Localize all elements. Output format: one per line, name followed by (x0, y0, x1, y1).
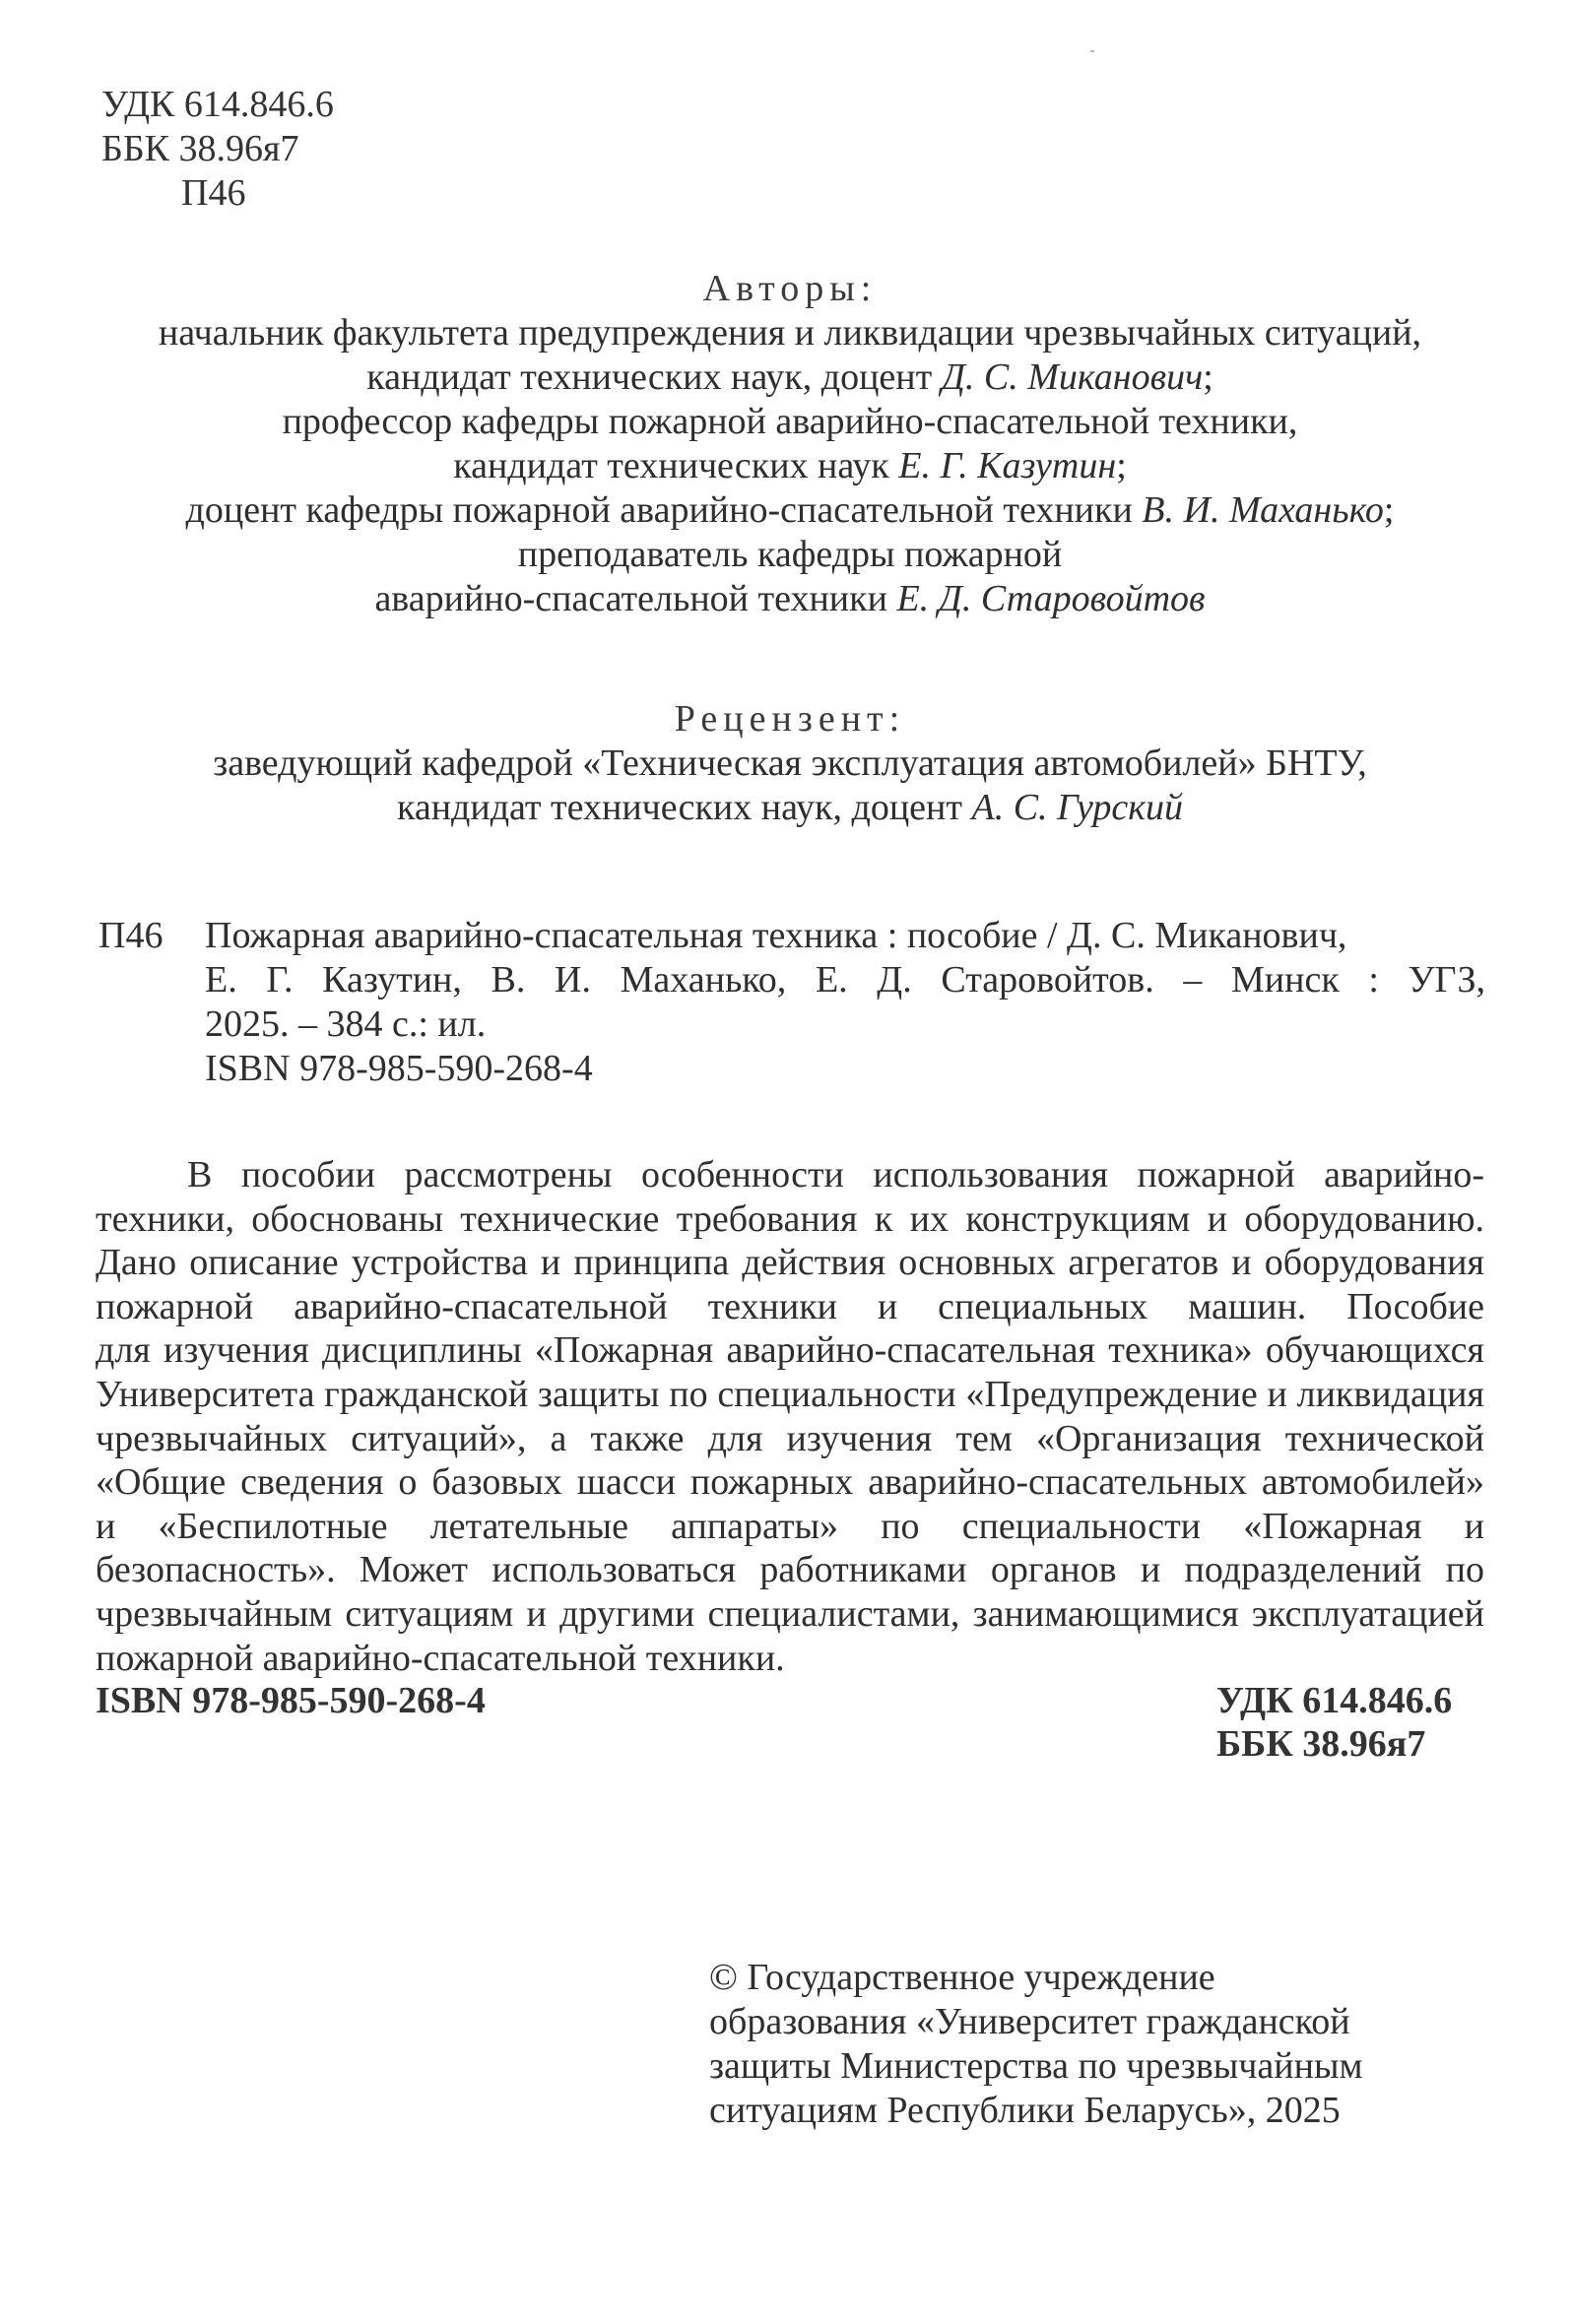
author-line (96, 355, 1484, 400)
author-line-text: доцент кафедры пожарной аварийно-спасательной техники (185, 489, 1143, 531)
authors-block (96, 267, 1484, 621)
abstract-line: чрезвычайных ситуаций», а также для изучения тем «Организация технической (96, 1417, 1484, 1459)
bbk-code-footer: ББК 38.96я7 (1216, 1723, 1426, 1765)
bbk-code: ББК 38.96я7 (101, 128, 299, 169)
udc-code: УДК 614.846.6 (101, 84, 334, 125)
author-line-text: профессор кафедры пожарной аварийно-спасательной техники, (282, 401, 1298, 442)
abstract-line: безопасность». Может использоваться работниками органов и подразделений по (96, 1549, 1484, 1591)
abstract-line: В пособии рассмотрены особенности использования пожарной аварийно- (187, 1154, 1484, 1195)
author-name: Е. Д. Старовойтов (896, 578, 1206, 619)
reviewer-block (96, 697, 1484, 830)
reviewer-line-text: кандидат технических наук, доцент (396, 787, 972, 828)
reviewer-line (96, 742, 1484, 786)
isbn-footer: ISBN 978-985-590-268-4 (96, 1680, 486, 1721)
reviewer-line (96, 786, 1484, 830)
scan-speck (1090, 50, 1094, 52)
copyright-line: защиты Министерства по чрезвычайным (709, 2045, 1363, 2087)
copyright-line: ситуациям Республики Беларусь», 2025 (709, 2090, 1341, 2131)
copyright-line: © Государственное учреждение (709, 1957, 1215, 1998)
abstract-paragraph (96, 1153, 1484, 1680)
author-line-suffix: ; (1116, 445, 1127, 486)
abstract-line: «Общие сведения о базовых шасси пожарных аварийно-спасательных автомобилей» (96, 1461, 1484, 1504)
author-line (96, 400, 1484, 444)
abstract-line: пожарной аварийно-спасательной техники и специальных машин. Пособие (96, 1285, 1484, 1327)
author-line-text: кандидат технических наук, доцент (366, 356, 942, 398)
abstract-line: чрезвычайным ситуациям и другими специалистами, занимающимися эксплуатацией (96, 1592, 1484, 1635)
author-mark: П46 (181, 172, 246, 214)
abstract-line: и «Беспилотные летательные аппараты» по специальности «Пожарная и (96, 1505, 1484, 1547)
abstract-line: Дано описание устройства и принципа действия основных агрегатов и оборудования (96, 1242, 1484, 1284)
bibliographic-isbn: ISBN 978-985-590-268-4 (205, 1048, 593, 1089)
copyright-notice (709, 1956, 1363, 2133)
reviewer-name: А. С. Гурский (971, 787, 1184, 828)
author-line (96, 533, 1484, 577)
author-name: Д. С. Миканович (941, 356, 1204, 398)
author-line (96, 444, 1484, 488)
abstract-line: пожарной аварийно-спасательной техники. (96, 1637, 785, 1679)
author-name: В. И. Маханько (1142, 489, 1384, 531)
author-line (96, 577, 1484, 621)
author-line-suffix: ; (1203, 356, 1213, 398)
author-name: Е. Г. Казутин (898, 445, 1117, 486)
author-line-text: преподаватель кафедры пожарной (517, 534, 1063, 575)
author-line-text: аварийно-спасательной техники (374, 578, 897, 619)
authors-heading: Авторы: (702, 268, 878, 309)
author-line-text: начальник факультета предупреждения и ликвидации чрезвычайных ситуаций, (158, 312, 1422, 354)
author-line-text: кандидат технических наук (453, 445, 899, 486)
copyright-line: образования «Университет гражданской (709, 2001, 1350, 2042)
udc-code-footer: УДК 614.846.6 (1216, 1680, 1453, 1721)
abstract-line: для изучения дисциплины «Пожарная аварийно-спасательная техника» обучающихся (96, 1329, 1484, 1372)
reviewer-heading: Рецензент: (674, 698, 906, 740)
bibliographic-line: 2025. – 384 с.: ил. (205, 1003, 487, 1045)
bibliographic-line: Пожарная аварийно-спасательная техника : пособие / Д. С. Миканович, (205, 915, 1347, 956)
author-line (96, 311, 1484, 355)
abstract-line: техники, обоснованы технические требования к их конструкциям и оборудованию. (96, 1197, 1484, 1240)
reviewer-line-text: заведующий кафедрой «Техническая эксплуатация автомобилей» БНТУ, (213, 742, 1367, 784)
classification-codes-footer (1216, 1679, 1452, 1766)
bibliographic-code: П46 (98, 915, 164, 956)
abstract-line: Университета гражданской защиты по специальности «Предупреждение и ликвидация (96, 1373, 1484, 1415)
classification-codes (101, 83, 334, 216)
bibliographic-line: Е. Г. Казутин, В. И. Маханько, Е. Д. Старовойтов. – Минск : УГЗ, (205, 959, 1485, 1001)
bibliographic-text (205, 914, 1485, 1091)
author-line (96, 488, 1484, 533)
author-line-suffix: ; (1383, 489, 1395, 531)
